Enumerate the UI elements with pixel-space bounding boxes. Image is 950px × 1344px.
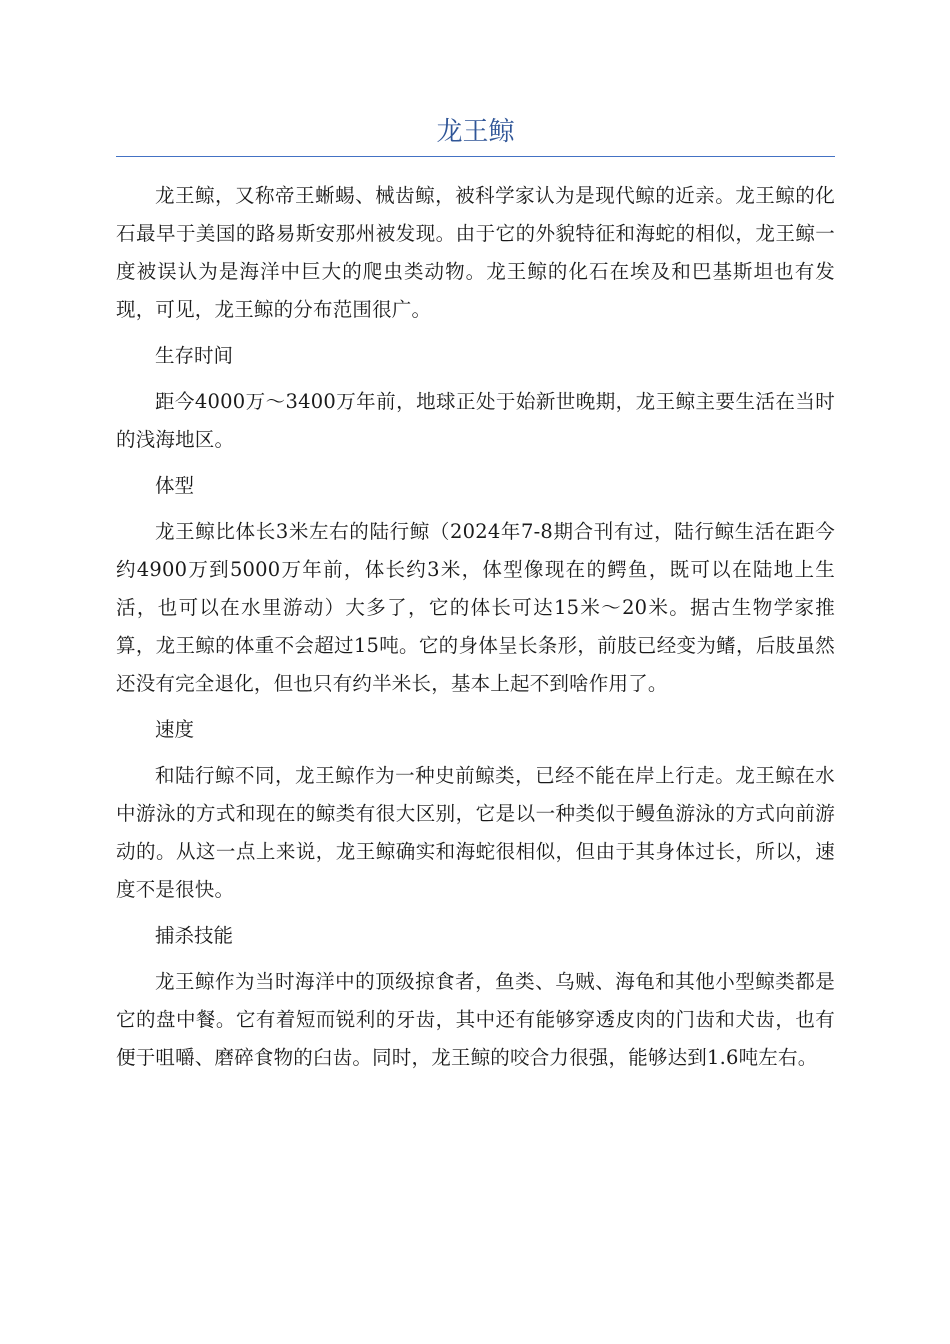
survival-time-paragraph: 距今4000万～3400万年前，地球正处于始新世晚期，龙王鲸主要生活在当时的浅海地区。 — [116, 390, 835, 451]
document-page — [116, 110, 835, 1085]
section-heading-body-size: 体型 — [155, 474, 195, 497]
speed-paragraph: 和陆行鲸不同，龙王鲸作为一种史前鲸类，已经不能在岸上行走。龙王鲸在水中游泳的方式和现在的鲸类有很大区别，它是以一种类似于鳗鱼游泳的方式向前游动的。从这一点上来说，龙王鲸确实和海蛇很相似，但由于其身体过长，所以，速度不是很快。 — [116, 764, 835, 901]
document-body — [116, 177, 835, 1077]
section-heading-speed: 速度 — [155, 718, 195, 741]
section-heading-survival-time: 生存时间 — [155, 344, 234, 367]
intro-paragraph: 龙王鲸，又称帝王蜥蜴、械齿鲸，被科学家认为是现代鲸的近亲。龙王鲸的化石最早于美国的路易斯安那州被发现。由于它的外貌特征和海蛇的相似，龙王鲸一度被误认为是海洋中巨大的爬虫类动物。龙王鲸的化石在埃及和巴基斯坦也有发现，可见，龙王鲸的分布范围很广。 — [116, 184, 835, 321]
hunting-paragraph: 龙王鲸作为当时海洋中的顶级掠食者，鱼类、乌贼、海龟和其他小型鲸类都是它的盘中餐。它有着短而锐利的牙齿，其中还有能够穿透皮肉的门齿和犬齿，也有便于咀嚼、磨碎食物的臼齿。同时，龙王鲸的咬合力很强，能够达到1.6吨左右。 — [116, 970, 835, 1069]
body-size-paragraph: 龙王鲸比体长3米左右的陆行鲸（2024年7-8期合刊有过，陆行鲸生活在距今约4900万到5000万年前，体长约3米，体型像现在的鳄鱼，既可以在陆地上生活，也可以在水里游动）大多了，它的体长可达15米～20米。据古生物学家推算，龙王鲸的体重不会超过15吨。它的身体呈长条形，前肢已经变为鳍，后肢虽然还没有完全退化，但也只有约半米长，基本上起不到啥作用了。 — [116, 520, 835, 695]
section-heading-hunting: 捕杀技能 — [155, 924, 234, 947]
document-title: 龙王鲸 — [116, 110, 835, 157]
